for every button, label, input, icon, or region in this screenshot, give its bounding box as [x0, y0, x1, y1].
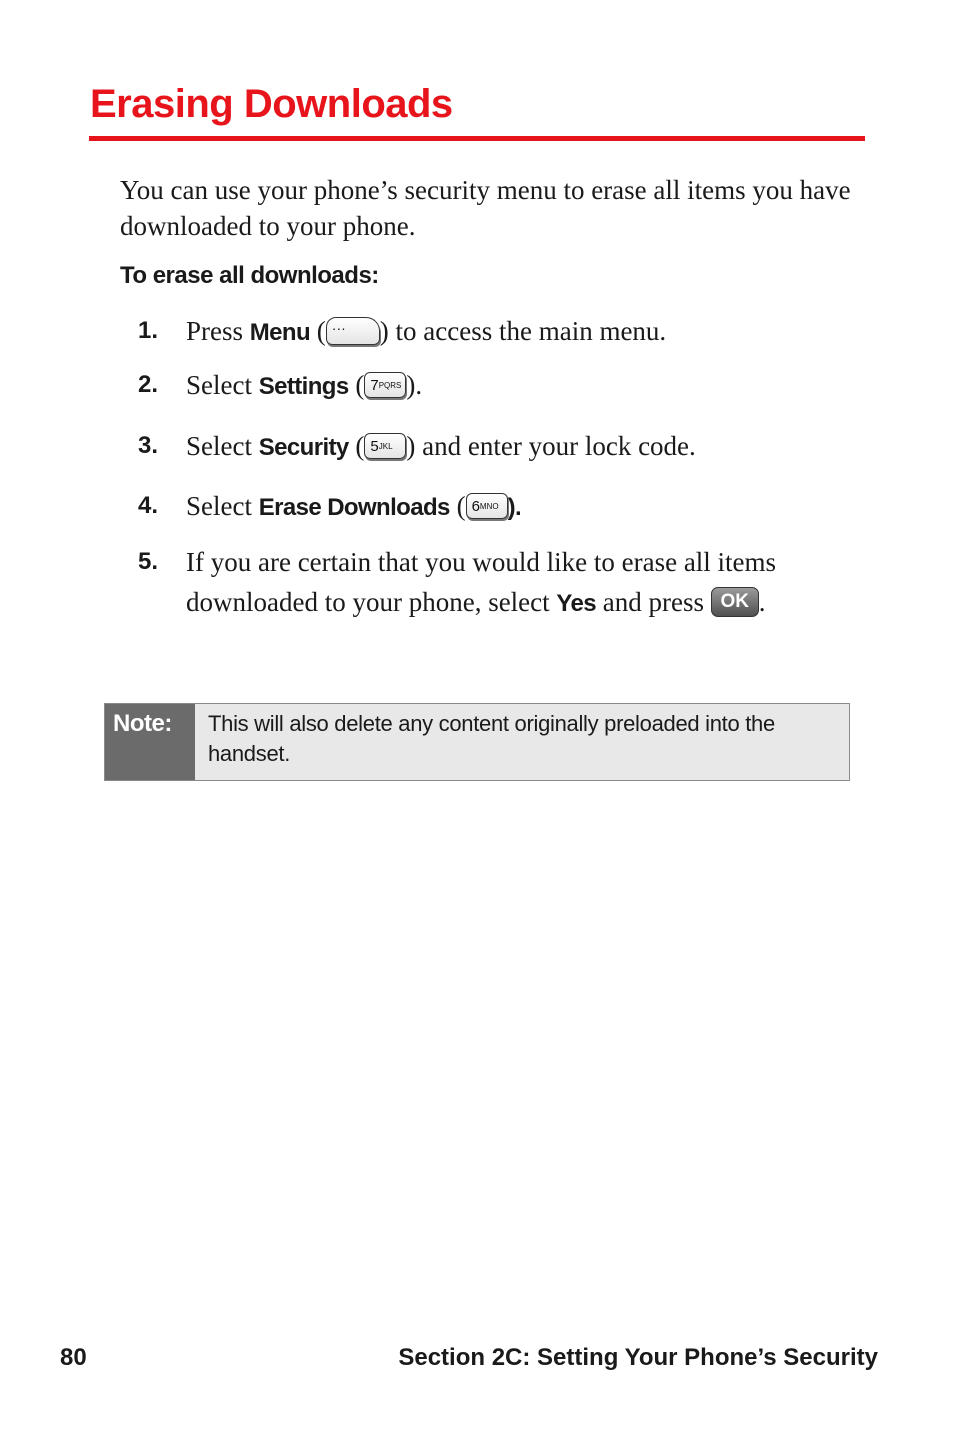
step-keyword: Yes: [556, 590, 596, 617]
key-6-icon: [466, 493, 508, 519]
key-digit: 7: [370, 376, 379, 394]
step-keyword: Security: [258, 434, 349, 461]
step-pre: Select: [186, 370, 259, 400]
ok-key-icon: [711, 587, 759, 617]
step-text: [186, 487, 838, 527]
step-text: [186, 427, 838, 467]
key-letters: JKL: [378, 441, 393, 451]
ok-key-label: OK: [720, 590, 749, 612]
step-number: 2.: [138, 371, 159, 398]
step-post: ) to access the main menu.: [379, 316, 667, 346]
title-rule: [89, 136, 865, 141]
key-5-icon: [364, 433, 406, 459]
step-post: ).: [406, 370, 423, 400]
step-number: 5.: [138, 548, 159, 575]
step-open: (: [348, 431, 365, 461]
step-4: [138, 487, 838, 527]
key-letters: PQRS: [378, 380, 402, 390]
step-post: ) and enter your lock code.: [406, 431, 696, 461]
step-pre: Select: [186, 431, 259, 461]
step-open: (: [449, 491, 466, 521]
key-digit: 6: [471, 497, 480, 515]
step-pre: Select: [186, 491, 259, 521]
step-number: 4.: [138, 492, 159, 519]
step-5: [138, 542, 838, 624]
procedure-heading: To erase all downloads:: [120, 262, 379, 289]
step-mid: and press: [596, 587, 711, 617]
note-text: This will also delete any content originally preloaded into the handset.: [195, 704, 849, 780]
step-number: 3.: [138, 432, 159, 459]
step-post: ).: [507, 494, 522, 521]
key-letters: MNO: [479, 501, 499, 511]
note-label: Note:: [105, 704, 195, 780]
step-keyword: Erase Downloads: [258, 494, 450, 521]
step-text: [186, 366, 838, 406]
step-1: [138, 312, 838, 352]
step-text: [186, 312, 838, 352]
step-open: (: [310, 316, 326, 346]
page-number: 80: [60, 1344, 87, 1371]
intro-paragraph: You can use your phone’s security menu to erase all items you have downloaded to your phone.: [120, 175, 851, 241]
key-7-icon: [364, 372, 406, 398]
section-title: Section 2C: Setting Your Phone’s Security: [398, 1344, 878, 1371]
step-keyword: Settings: [258, 373, 349, 400]
key-digit: 5: [370, 437, 379, 455]
menu-softkey-icon: [326, 317, 380, 345]
step-pre: If you are certain that you would like to erase all items downloaded to your phone, select: [186, 547, 777, 617]
note-box: [104, 703, 850, 781]
page-title: Erasing Downloads: [90, 82, 453, 126]
menu-key-label: ···: [331, 319, 346, 336]
step-keyword: Menu: [249, 319, 311, 346]
step-text: [186, 542, 806, 624]
step-open: (: [348, 370, 365, 400]
step-post: .: [758, 587, 766, 617]
step-2: [138, 366, 838, 406]
step-pre: Press: [186, 316, 250, 346]
step-number: 1.: [138, 317, 159, 344]
step-3: [138, 427, 838, 467]
